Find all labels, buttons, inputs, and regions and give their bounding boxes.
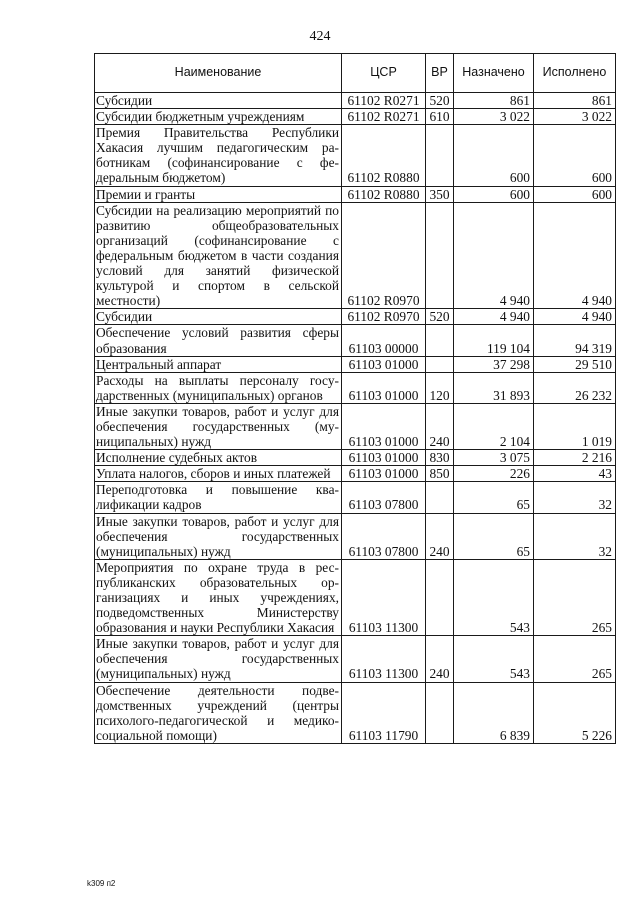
budget-table bbox=[94, 53, 616, 744]
cell-vr bbox=[426, 125, 454, 186]
cell-executed: 32 bbox=[534, 513, 616, 559]
cell-name: Центральный аппарат bbox=[95, 356, 342, 372]
cell-vr: 610 bbox=[426, 109, 454, 125]
cell-planned: 4 940 bbox=[454, 202, 534, 309]
cell-planned: 3 022 bbox=[454, 109, 534, 125]
cell-executed: 600 bbox=[534, 186, 616, 202]
cell-csr: 61102 R0271 bbox=[342, 93, 426, 109]
cell-vr: 120 bbox=[426, 372, 454, 403]
table-row bbox=[95, 513, 616, 559]
cell-name: Иные закупки товаров, работ и услуг для обеспечения государственных (муниципальных) нужд bbox=[95, 403, 342, 449]
cell-executed: 600 bbox=[534, 125, 616, 186]
table-row bbox=[95, 482, 616, 513]
cell-executed: 4 940 bbox=[534, 202, 616, 309]
cell-name: Обеспечение деятельности подведомственных учреждений (центры психолого-педагогической и медико-социальной помощи) bbox=[95, 682, 342, 743]
cell-planned: 543 bbox=[454, 559, 534, 635]
cell-executed: 94 319 bbox=[534, 325, 616, 356]
table-row bbox=[95, 109, 616, 125]
cell-planned: 37 298 bbox=[454, 356, 534, 372]
cell-planned: 3 075 bbox=[454, 450, 534, 466]
cell-name: Мероприятия по охране труда в республиканских образовательных организациях и иных учреждениях, подведомственных Министерству образования и науки Республики Хакасия bbox=[95, 559, 342, 635]
table-row bbox=[95, 466, 616, 482]
table-row bbox=[95, 125, 616, 186]
cell-executed: 2 216 bbox=[534, 450, 616, 466]
cell-vr bbox=[426, 559, 454, 635]
header-csr: ЦСР bbox=[342, 54, 426, 93]
cell-csr: 61103 01000 bbox=[342, 403, 426, 449]
table-row bbox=[95, 202, 616, 309]
cell-planned: 861 bbox=[454, 93, 534, 109]
cell-executed: 43 bbox=[534, 466, 616, 482]
cell-csr: 61102 R0271 bbox=[342, 109, 426, 125]
cell-csr: 61102 R0970 bbox=[342, 309, 426, 325]
cell-vr: 850 bbox=[426, 466, 454, 482]
table-header-row bbox=[95, 54, 616, 93]
cell-csr: 61102 R0970 bbox=[342, 202, 426, 309]
cell-planned: 600 bbox=[454, 186, 534, 202]
cell-vr bbox=[426, 202, 454, 309]
cell-csr: 61103 11300 bbox=[342, 636, 426, 682]
cell-name: Премии и гранты bbox=[95, 186, 342, 202]
cell-csr: 61103 01000 bbox=[342, 372, 426, 403]
cell-planned: 4 940 bbox=[454, 309, 534, 325]
cell-csr: 61103 07800 bbox=[342, 482, 426, 513]
cell-executed: 1 019 bbox=[534, 403, 616, 449]
cell-vr: 240 bbox=[426, 636, 454, 682]
cell-vr bbox=[426, 325, 454, 356]
cell-name: Субсидии bbox=[95, 93, 342, 109]
cell-csr: 61103 01000 bbox=[342, 466, 426, 482]
page-number: 424 bbox=[309, 29, 331, 44]
cell-name: Расходы на выплаты персоналу государственных (муниципальных) органов bbox=[95, 372, 342, 403]
cell-csr: 61103 01000 bbox=[342, 450, 426, 466]
table-row bbox=[95, 372, 616, 403]
cell-vr bbox=[426, 682, 454, 743]
cell-planned: 600 bbox=[454, 125, 534, 186]
cell-name: Уплата налогов, сборов и иных платежей bbox=[95, 466, 342, 482]
cell-planned: 6 839 bbox=[454, 682, 534, 743]
cell-name: Исполнение судебных актов bbox=[95, 450, 342, 466]
cell-csr: 61103 07800 bbox=[342, 513, 426, 559]
cell-vr bbox=[426, 356, 454, 372]
cell-executed: 861 bbox=[534, 93, 616, 109]
cell-name: Субсидии на реализацию мероприятий по развитию общеобразовательных организаций (софинансирование с федеральным бюджетом в части создания условий для занятий физической культурой и спортом в сельской местности) bbox=[95, 202, 342, 309]
header-executed: Исполнено bbox=[534, 54, 616, 93]
table-row bbox=[95, 309, 616, 325]
cell-vr: 240 bbox=[426, 513, 454, 559]
cell-planned: 31 893 bbox=[454, 372, 534, 403]
table-row bbox=[95, 93, 616, 109]
table-body bbox=[95, 93, 616, 744]
cell-vr bbox=[426, 482, 454, 513]
cell-vr: 350 bbox=[426, 186, 454, 202]
footer-code: k309 п2 bbox=[87, 879, 116, 888]
cell-planned: 543 bbox=[454, 636, 534, 682]
cell-executed: 29 510 bbox=[534, 356, 616, 372]
cell-executed: 265 bbox=[534, 559, 616, 635]
cell-planned: 65 bbox=[454, 482, 534, 513]
cell-vr: 520 bbox=[426, 93, 454, 109]
cell-csr: 61103 11300 bbox=[342, 559, 426, 635]
header-name: Наименование bbox=[95, 54, 342, 93]
cell-name: Обеспечение условий развития сферы образования bbox=[95, 325, 342, 356]
cell-name: Иные закупки товаров, работ и услуг для обеспечения государственных (муниципальных) нужд bbox=[95, 636, 342, 682]
header-planned: Назначено bbox=[454, 54, 534, 93]
cell-planned: 226 bbox=[454, 466, 534, 482]
cell-name: Иные закупки товаров, работ и услуг для обеспечения государственных (муниципальных) нужд bbox=[95, 513, 342, 559]
cell-name: Переподготовка и повышение квалификации кадров bbox=[95, 482, 342, 513]
cell-executed: 3 022 bbox=[534, 109, 616, 125]
cell-name: Субсидии бюджетным учреждениям bbox=[95, 109, 342, 125]
table-row bbox=[95, 450, 616, 466]
cell-name: Премия Правительства Республики Хакасия лучшим педагогическим работникам (софинансирование с федеральным бюджетом) bbox=[95, 125, 342, 186]
cell-csr: 61102 R0880 bbox=[342, 186, 426, 202]
table-row bbox=[95, 559, 616, 635]
cell-executed: 5 226 bbox=[534, 682, 616, 743]
cell-vr: 520 bbox=[426, 309, 454, 325]
cell-executed: 32 bbox=[534, 482, 616, 513]
cell-planned: 65 bbox=[454, 513, 534, 559]
table-row bbox=[95, 325, 616, 356]
cell-vr: 830 bbox=[426, 450, 454, 466]
cell-csr: 61103 00000 bbox=[342, 325, 426, 356]
cell-csr: 61103 01000 bbox=[342, 356, 426, 372]
cell-executed: 265 bbox=[534, 636, 616, 682]
cell-vr: 240 bbox=[426, 403, 454, 449]
cell-executed: 4 940 bbox=[534, 309, 616, 325]
table-row bbox=[95, 682, 616, 743]
cell-csr: 61103 11790 bbox=[342, 682, 426, 743]
cell-executed: 26 232 bbox=[534, 372, 616, 403]
cell-name: Субсидии bbox=[95, 309, 342, 325]
table-row bbox=[95, 356, 616, 372]
table-row bbox=[95, 186, 616, 202]
cell-planned: 119 104 bbox=[454, 325, 534, 356]
cell-planned: 2 104 bbox=[454, 403, 534, 449]
table-row bbox=[95, 403, 616, 449]
header-vr: ВР bbox=[426, 54, 454, 93]
cell-csr: 61102 R0880 bbox=[342, 125, 426, 186]
table-row bbox=[95, 636, 616, 682]
